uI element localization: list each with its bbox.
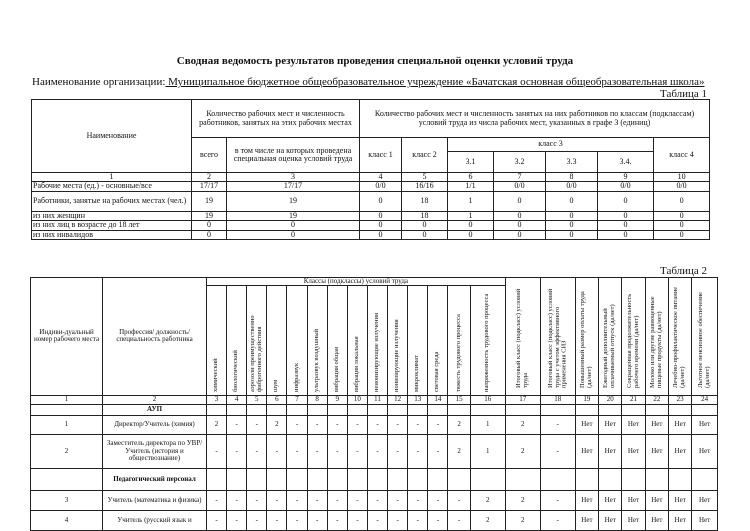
header-extra: Сокращенная продолжительность рабочего времени (да/нет) [625,293,640,389]
cell-value: 0 [598,191,654,211]
header-assessed: в том числе на которых проведена специальная оценка условий труда [227,138,360,173]
cell-value: 0 [654,211,710,220]
empty-cell [448,468,470,490]
document-title: Сводная ведомость результатов проведения специальной оценки условий труда [176,55,574,67]
header-factor: инфразвук [292,363,300,393]
col-num: 19 [575,395,598,404]
cell-value: Нет [622,415,645,434]
col-num: 6 [267,395,287,404]
col-num: 18 [540,395,575,404]
col-num: 23 [669,395,692,404]
col-num: 7 [494,173,546,182]
header-id: Индиви-дуальный номер рабочего места [31,278,103,396]
cell-value: - [267,510,287,530]
empty-cell [287,404,307,415]
cell-value: 17/17 [192,182,227,191]
cell-value: - [327,415,347,434]
col-num: 8 [307,395,327,404]
empty-cell [327,468,347,490]
empty-cell [267,404,287,415]
cell-value: 0 [546,230,598,239]
cell-value: Нет [645,434,668,468]
cell-value: Нет [645,510,668,530]
header-final-class: Итоговый класс (подкласс) условий труда [514,288,529,389]
cell-value: - [388,434,408,468]
cell-value: 1 [470,434,505,468]
col-num: 1 [32,173,192,182]
header-class2: класс 2 [402,138,448,173]
col-num: 24 [692,395,718,404]
empty-cell [505,468,540,490]
cell-value: Нет [645,415,668,434]
summary-row [32,230,710,239]
cell-value: - [347,415,367,434]
workplace-table [30,277,718,531]
cell-value: - [428,490,448,510]
empty-cell [367,404,387,415]
header-classes-group: Количество рабочих мест и численность занятых на них работников по классам (подклассам) условий труда из числа рабочих мест, указанных в графе 3 (единиц) [360,100,710,138]
empty-cell [575,468,598,490]
empty-cell [669,468,692,490]
empty-cell [540,404,575,415]
section-row [31,404,718,415]
cell-value: 0/0 [494,182,546,191]
header-total: всего [192,138,227,173]
column-numbers-row [32,173,710,182]
header-factor: ионизирующие излучения [393,319,401,393]
header-final-class-siz: Итоговый класс (подкласс) условий труда с учетом эффективного применения СИЗ [546,288,568,389]
empty-cell [206,468,226,490]
cell-value: - [307,490,327,510]
column-numbers-row [31,395,718,404]
col-num: 4 [227,395,247,404]
empty-cell [622,468,645,490]
cell-value: - [307,510,327,530]
cell-value: Нет [575,434,598,468]
cell-value: - [408,510,428,530]
cell-value: - [267,434,287,468]
cell-value: 0 [227,221,360,230]
empty-cell [428,468,448,490]
header-factor: биологический [232,350,240,393]
cell-value: - [388,490,408,510]
cell-value: 0 [546,191,598,211]
empty-cell [448,404,470,415]
col-num: 20 [599,395,622,404]
cell-value: Нет [692,434,718,468]
header-factor: напряженность трудового процесса [483,293,491,393]
cell-value: Нет [669,510,692,530]
cell-value: 2 [267,415,287,434]
cell-value: 19 [192,191,227,211]
cell-value: 0 [192,221,227,230]
header-extra: Повышенный размер оплаты труда (да/нет) [579,291,593,389]
empty-cell [669,404,692,415]
table1-label: Таблица 1 [660,88,708,100]
col-num: 5 [402,173,448,182]
cell-value: - [227,510,247,530]
header-factor: вибрация локальная [352,336,360,393]
cell-value: - [428,434,448,468]
col-num: 3 [227,173,360,182]
col-num: 11 [367,395,387,404]
empty-cell [575,404,598,415]
cell-value: - [540,510,575,530]
empty-cell [645,468,668,490]
col-num: 14 [428,395,448,404]
cell-value: 0 [654,191,710,211]
cell-value: Нет [575,490,598,510]
cell-value: Нет [669,434,692,468]
col-num: 3 [206,395,226,404]
header-factor: аэрозоли преимущественно фиброгенного действия [248,315,263,393]
cell-value: - [267,490,287,510]
cell-value: - [327,434,347,468]
col-num: 10 [347,395,367,404]
cell-value: 0 [546,211,598,220]
summary-row [32,221,710,230]
cell-value: - [448,510,470,530]
header-factor: химический [212,358,220,393]
empty-cell [388,468,408,490]
cell-value: 1 [470,415,505,434]
empty-cell [408,404,428,415]
cell-value: 2 [505,415,540,434]
cell-value: 2 [448,415,470,434]
header-factor: тяжесть трудового процесса [454,314,462,393]
col-num: 5 [247,395,267,404]
cell-value: - [388,415,408,434]
cell-value: - [428,415,448,434]
cell-value: 2 [505,490,540,510]
workplace-id: 3 [31,490,103,510]
empty-cell [645,404,668,415]
col-num: 21 [622,395,645,404]
cell-value: 0 [402,230,448,239]
cell-value: Нет [622,434,645,468]
col-num: 7 [287,395,307,404]
cell-value: - [540,490,575,510]
empty-cell [227,404,247,415]
cell-value: 0/0 [654,182,710,191]
profession: Директор/Учитель (химия) [103,415,207,434]
table-row [31,434,718,468]
header-factor: ультразвук воздушный [312,329,320,393]
cell-value: Нет [599,434,622,468]
empty-cell [388,404,408,415]
col-num: 4 [360,173,402,182]
cell-value: Нет [599,415,622,434]
cell-value: - [287,434,307,468]
cell-value: 0 [448,230,494,239]
empty-cell [692,404,718,415]
header-count-group: Количество рабочих мест и численность работников, занятых на этих рабочих местах [192,100,360,138]
cell-value: 19 [227,191,360,211]
header-class1: класс 1 [360,138,402,173]
cell-value: Нет [692,510,718,530]
header-sub33: 3.3 [546,152,598,173]
cell-value: Нет [599,510,622,530]
cell-value: 1/1 [448,182,494,191]
cell-value: 0 [598,221,654,230]
cell-value: 0 [494,191,546,211]
empty-cell [307,404,327,415]
cell-value: - [327,490,347,510]
row-name: из них женщин [32,211,192,220]
cell-value: 2 [206,415,226,434]
header-extra: Лечебно-профилактическое питание (да/нет) [672,287,687,389]
cell-value: - [367,490,387,510]
workplace-id: 4 [31,510,103,530]
col-num: 2 [103,395,207,404]
cell-value: 0/0 [598,182,654,191]
cell-value: Нет [692,415,718,434]
table-row [31,415,718,434]
cell-value: - [247,434,267,468]
empty-cell [247,404,267,415]
cell-value: 0 [360,191,402,211]
organization-line [32,76,705,88]
summary-row [32,211,710,220]
header-factor: микроклимат [413,355,421,393]
empty-cell [540,468,575,490]
cell-value: Нет [622,490,645,510]
col-num: 10 [654,173,710,182]
cell-value: - [287,490,307,510]
row-name: Работники, занятые на рабочих местах (чел.) [32,191,192,211]
cell-value: Нет [575,510,598,530]
cell-value: - [448,490,470,510]
empty-cell [347,404,367,415]
empty-cell [599,468,622,490]
cell-value: 0 [494,230,546,239]
empty-cell [347,468,367,490]
cell-value: - [428,510,448,530]
cell-value: 16/16 [402,182,448,191]
cell-value: Нет [669,490,692,510]
cell-value: Нет [599,490,622,510]
cell-value: Нет [669,415,692,434]
section-title: АУП [103,404,207,415]
cell-value: 18 [402,191,448,211]
col-num: 8 [546,173,598,182]
cell-value: Нет [622,510,645,530]
header-class3: класс 3 [448,138,654,152]
col-num: 1 [31,395,103,404]
cell-value: - [367,510,387,530]
cell-value: - [247,510,267,530]
empty-cell [327,404,347,415]
cell-value: - [408,415,428,434]
header-factor: шум [272,380,280,393]
cell-value: 0 [402,221,448,230]
header-extra: Льготное пенсионное обеспечение (да/нет) [696,292,711,389]
cell-value: - [206,434,226,468]
col-num: 2 [192,173,227,182]
table-row [31,490,718,510]
empty-cell [505,404,540,415]
empty-cell [31,404,103,415]
header-extra: Ежегодный дополнительный оплачиваемый отпуск (да/нет) [602,304,617,389]
cell-value: Нет [645,490,668,510]
empty-cell [622,404,645,415]
cell-value: 0/0 [546,182,598,191]
row-name: из них лиц в возрасте до 18 лет [32,221,192,230]
cell-value: 0 [598,211,654,220]
cell-value: 0/0 [360,182,402,191]
cell-value: 0 [494,221,546,230]
cell-value: 0 [360,221,402,230]
row-name: из них инвалидов [32,230,192,239]
table2-label: Таблица 2 [660,265,708,277]
cell-value: 0 [360,211,402,220]
profession: Заместитель директора по УВР/Учитель (история и обществознание) [103,434,207,468]
cell-value: - [227,434,247,468]
cell-value: 0 [546,221,598,230]
col-num: 9 [598,173,654,182]
empty-cell [470,404,505,415]
empty-cell [599,404,622,415]
cell-value: - [408,490,428,510]
cell-value: 0 [192,230,227,239]
organization-label: Наименование организации: [32,76,166,88]
summary-table [31,99,710,240]
cell-value: - [540,415,575,434]
cell-value: 0 [654,230,710,239]
cell-value: 0 [360,230,402,239]
col-num: 15 [448,395,470,404]
cell-value: - [247,490,267,510]
col-num: 22 [645,395,668,404]
col-num: 6 [448,173,494,182]
cell-value: Нет [692,490,718,510]
cell-value: - [540,434,575,468]
table-row [31,510,718,530]
cell-value: - [347,510,367,530]
empty-cell [428,404,448,415]
cell-value: - [287,510,307,530]
cell-value: 0 [654,221,710,230]
cell-value: 18 [402,211,448,220]
organization-name: Муниципальное бюджетное общеобразовательное учреждение «Бачатская основная общеобразовательная школа» [165,76,705,88]
header-classes-group: Классы (подклассы) условий труда [206,278,505,286]
col-num: 9 [327,395,347,404]
cell-value: 0 [598,230,654,239]
empty-cell [287,468,307,490]
header-sub31: 3.1 [448,152,494,173]
workplace-id: 2 [31,434,103,468]
cell-value: 2 [505,434,540,468]
cell-value: - [247,415,267,434]
header-extra: Молоко или другие равноценные пищевые продукты (да/нет) [649,296,663,389]
empty-cell [267,468,287,490]
col-num: 16 [470,395,505,404]
profession: Учитель (математика и физика) [103,490,207,510]
cell-value: 0 [448,221,494,230]
col-num: 17 [505,395,540,404]
empty-cell [367,468,387,490]
cell-value: 0 [227,230,360,239]
cell-value: - [227,490,247,510]
cell-value: 2 [448,434,470,468]
cell-value: - [367,434,387,468]
empty-cell [470,468,505,490]
col-num: 12 [388,395,408,404]
cell-value: - [347,490,367,510]
header-profession: Профессия/ должность/ специальность работника [103,278,207,396]
cell-value: - [287,415,307,434]
section-row [31,468,718,490]
cell-value: - [347,434,367,468]
cell-value: 1 [448,211,494,220]
cell-value: Нет [575,415,598,434]
cell-value: - [206,490,226,510]
summary-row [32,182,710,191]
cell-value: - [367,415,387,434]
cell-value: 19 [227,211,360,220]
empty-cell [692,468,718,490]
col-num: 13 [408,395,428,404]
cell-value: - [307,434,327,468]
cell-value: 19 [192,211,227,220]
header-class4: класс 4 [654,138,710,173]
header-sub32: 3.2 [494,152,546,173]
empty-cell [206,404,226,415]
cell-value: 2 [505,510,540,530]
summary-row [32,191,710,211]
cell-value: 0 [494,211,546,220]
cell-value: 2 [470,510,505,530]
empty-cell [31,468,103,490]
header-name: Наименование [32,100,192,173]
empty-cell [307,468,327,490]
cell-value: - [227,415,247,434]
empty-cell [408,468,428,490]
workplace-id: 1 [31,415,103,434]
header-sub34: 3.4. [598,152,654,173]
profession: Учитель (русский язык и [103,510,207,530]
header-factor: вибрация общая [332,347,340,393]
empty-cell [227,468,247,490]
cell-value: 17/17 [227,182,360,191]
cell-value: - [408,434,428,468]
cell-value: - [388,510,408,530]
cell-value: - [206,510,226,530]
cell-value: - [327,510,347,530]
header-factor: неионизирующие излучения [373,313,381,393]
row-name: Рабочие места (ед.) - основные/все [32,182,192,191]
cell-value: - [307,415,327,434]
cell-value: 1 [448,191,494,211]
header-factor: световая среда [433,351,441,393]
section-title: Педагогический персонал [103,468,207,490]
cell-value: 2 [470,490,505,510]
empty-cell [247,468,267,490]
